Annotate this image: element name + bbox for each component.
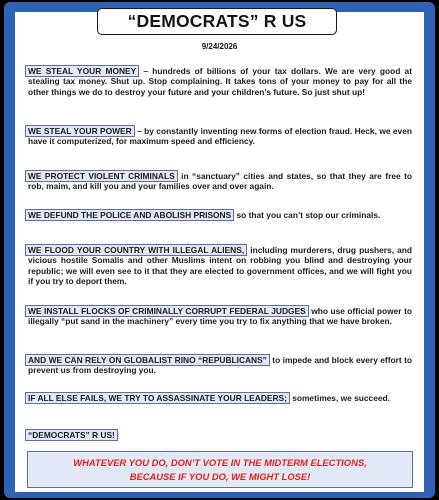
paragraph-body: sometimes, we succeed. xyxy=(289,393,390,403)
closing-warning xyxy=(27,451,413,488)
paragraph-steal-money xyxy=(28,66,412,97)
paragraph-heading: WE STEAL YOUR POWER xyxy=(25,125,135,137)
paragraph-assassinate xyxy=(28,393,412,403)
paragraph-body: in “sanctuary” cities and states, so that they are free to rob, maim, and kill you and your families over and over again. xyxy=(28,171,412,192)
paragraph-body: who use official power to illegally “put sand in the machinery” every time you try to fix anything that we have broken. xyxy=(28,306,412,327)
paragraph-corrupt-judges xyxy=(28,306,412,327)
paragraph-body: so that you can’t stop our criminals. xyxy=(234,210,381,220)
paragraph-body: – hundreds of billions of your tax dollars. We are very good at stealing tax money. Shut up. Stop complaining. It takes tons of your money to pay for all the other things we do to destroy your future and your children’s future. So just shut up! xyxy=(28,66,413,97)
paragraph-heading: WE PROTECT VIOLENT CRIMINALS xyxy=(25,170,178,182)
paragraph-body: – by constantly inventing new forms of election fraud. Heck, we even have it computerized, for maximum speed and efficiency. xyxy=(28,126,412,147)
paragraph-steal-power xyxy=(28,126,412,147)
paragraph-body: to impede and block every effort to prevent us from destroying you. xyxy=(28,355,412,376)
paragraph-heading: “DEMOCRATS” R US! xyxy=(25,429,118,441)
closing-line-1: WHATEVER YOU DO, DON’T VOTE IN THE MIDTERM ELECTIONS, xyxy=(73,457,367,468)
paragraph-violent-criminals xyxy=(28,171,412,192)
paragraph-rino-republicans xyxy=(28,355,412,376)
paragraph-body: including murderers, drug pushers, and vicious hostile Somalis and other Muslims intent on robbing you blind and destroying your republic; we will even see to it that they are elected to government offices, and we will fight you if you try to deport them. xyxy=(28,245,413,287)
paragraph-democrats-r-us xyxy=(28,430,412,440)
paragraph-heading: WE DEFUND THE POLICE AND ABOLISH PRISONS xyxy=(25,209,234,221)
paragraph-heading: WE INSTALL FLOCKS OF CRIMINALLY CORRUPT FEDERAL JUDGES xyxy=(25,305,309,317)
paragraph-defund-police xyxy=(28,210,412,220)
paragraph-heading: WE STEAL YOUR MONEY xyxy=(25,65,139,77)
closing-line-2: BECAUSE IF YOU DO, WE MIGHT LOSE! xyxy=(129,471,311,482)
page-title: “DEMOCRATS” R US xyxy=(97,8,337,35)
paragraph-heading: IF ALL ELSE FAILS, WE TRY TO ASSASSINATE YOUR LEADERS; xyxy=(25,392,290,404)
paragraph-heading: AND WE CAN RELY ON GLOBALIST RINO “REPUBLICANS” xyxy=(25,354,270,366)
paragraph-illegal-aliens xyxy=(28,245,412,287)
paragraph-heading: WE FLOOD YOUR COUNTRY WITH ILLEGAL ALIENS, xyxy=(25,244,247,256)
document-date: 9/24/2026 xyxy=(201,42,238,51)
